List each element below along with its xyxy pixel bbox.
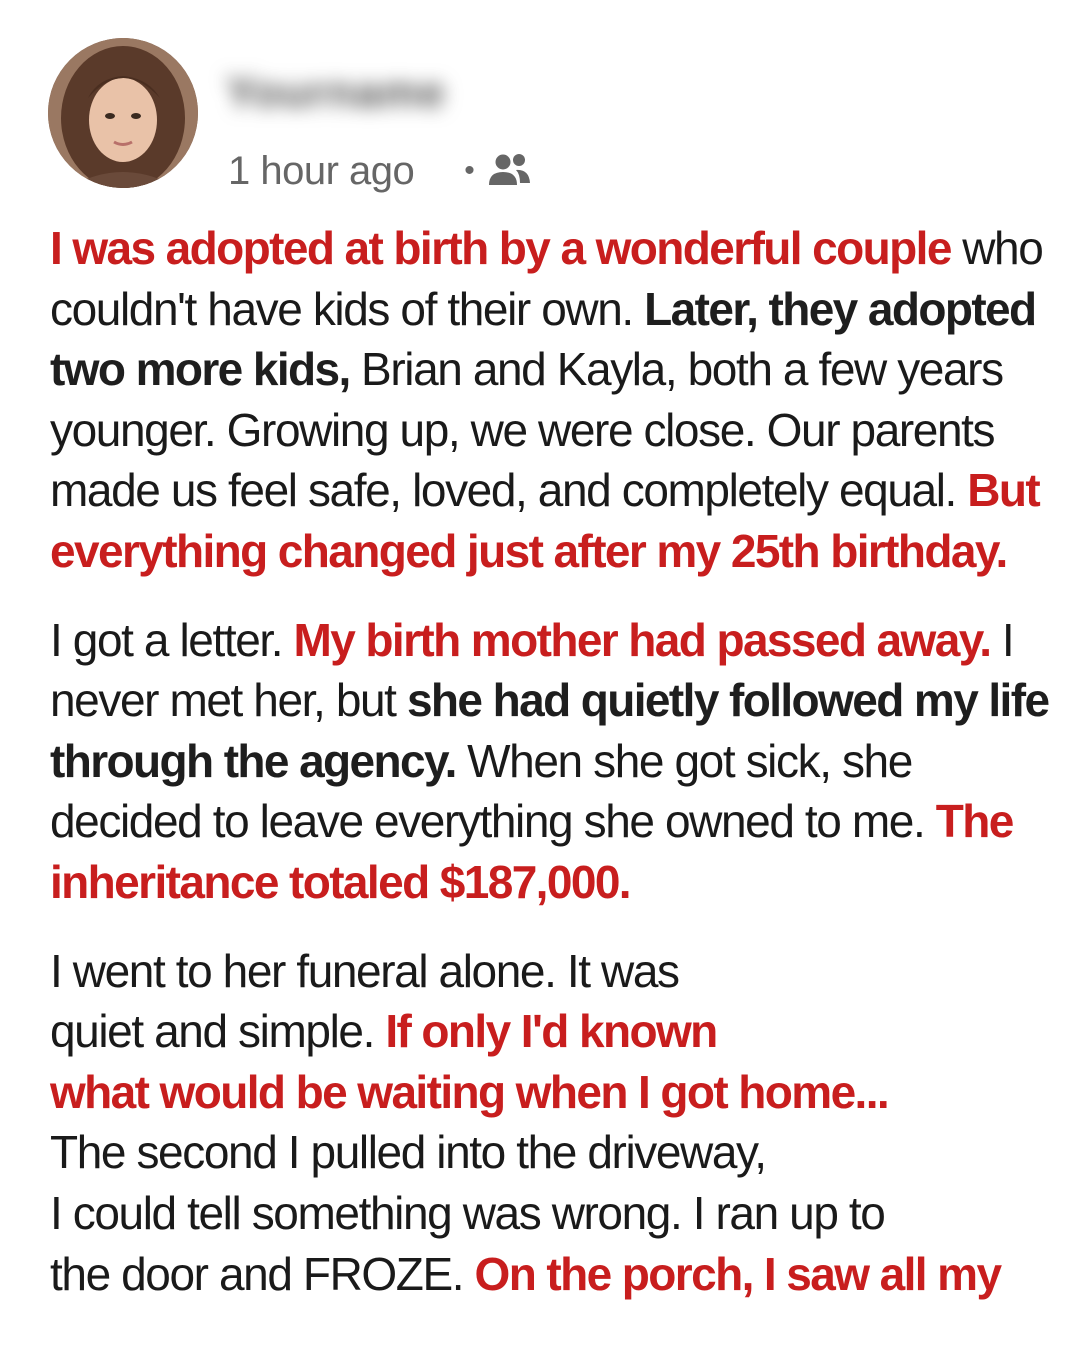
story-text: I could tell something was wrong. I ran up to [50, 1186, 885, 1239]
story-highlight: If only I'd known [385, 1005, 717, 1058]
username[interactable]: Yourname [226, 68, 446, 117]
story-highlight: But everything changed just after my 25th birthday. [50, 464, 1040, 577]
story-text: When she got sick, she decided to leave everything she owned to me. [50, 734, 936, 848]
story-text: quiet and simple. [50, 1005, 386, 1058]
story-highlight: I was adopted at birth by a wonderful couple [50, 222, 951, 274]
story-highlight: The inheritance totaled $187,000. [50, 795, 1013, 908]
meta-separator: • [464, 154, 475, 187]
story-paragraph-3 [50, 941, 1050, 1305]
story-text: The second I pulled into the driveway, [50, 1126, 766, 1179]
story-highlight: On the porch, I saw all my [474, 1247, 1001, 1300]
story-text: the door and FROZE. [50, 1247, 475, 1300]
story-text: who couldn't have kids of their own. [50, 222, 1043, 335]
friends-icon[interactable] [485, 151, 533, 191]
story-text: I got a letter. [50, 613, 294, 666]
story-highlight: My birth mother had passed away. [293, 613, 991, 666]
avatar[interactable] [48, 38, 198, 188]
post-story [50, 218, 1050, 1304]
story-text: Brian and Kayla, both a few years younger. Growing up, we were close. Our parents made us feel safe, loved, and completely equal. [50, 343, 1003, 517]
avatar-portrait [48, 38, 198, 188]
story-paragraph-2 [50, 610, 1050, 913]
story-emphasis: she had quietly followed my life through the agency. [50, 674, 1049, 787]
story-highlight: what would be waiting when I got home... [50, 1065, 889, 1118]
post-header [48, 38, 1048, 198]
story-text: I never met her, but [50, 613, 1014, 727]
story-text: I went to her funeral alone. It was [50, 944, 679, 997]
story-paragraph-1 [50, 218, 1050, 582]
post-meta [228, 146, 533, 196]
post-time[interactable]: 1 hour ago [228, 148, 415, 193]
story-emphasis: Later, they adopted two more kids, [50, 282, 1036, 396]
